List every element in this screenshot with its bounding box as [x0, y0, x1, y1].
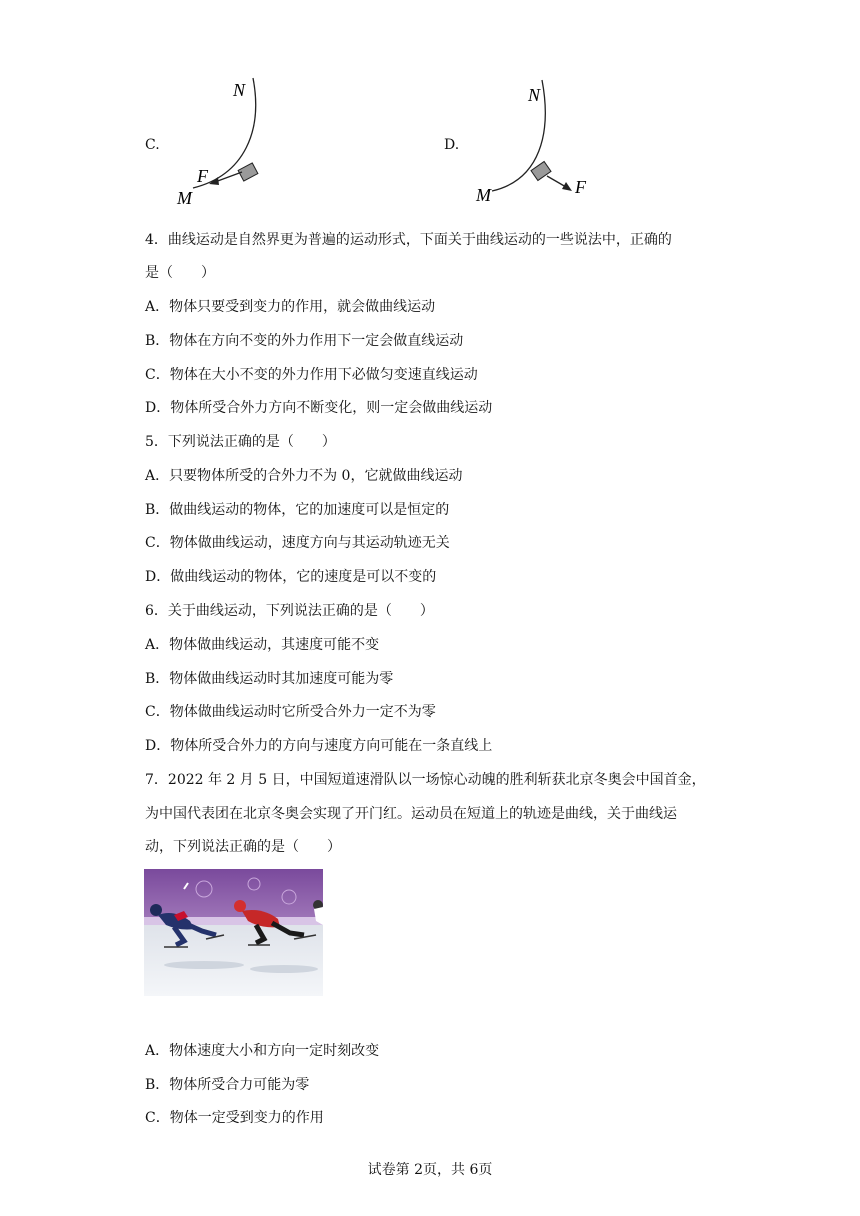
q6-option-d: D．物体所受合外力的方向与速度方向可能在一条直线上 [145, 738, 493, 754]
figure-c-n-label: N [233, 80, 246, 100]
q7-option-c: C．物体一定受到变力的作用 [145, 1110, 324, 1126]
figure-d-force-arrow [547, 176, 566, 187]
q6-stem: 6．关于曲线运动，下列说法正确的是（ ） [145, 603, 434, 619]
q7-option-b: B．物体所受合力可能为零 [145, 1077, 310, 1093]
page-footer: 试卷第 2页，共 6页 [367, 1162, 493, 1178]
figure-c-label: C. [145, 137, 160, 153]
q5-option-d: D．做曲线运动的物体，它的速度是可以不变的 [145, 569, 437, 585]
q4-option-a: A．物体只要受到变力的作用，就会做曲线运动 [145, 299, 436, 315]
figure-c-f-label: F [197, 166, 208, 186]
q5-stem: 5．下列说法正确的是（ ） [145, 434, 336, 450]
q4-option-b: B．物体在方向不变的外力作用下一定会做直线运动 [145, 333, 464, 349]
q6-option-c: C．物体做曲线运动时它所受合外力一定不为零 [145, 704, 436, 720]
q6-option-b: B．物体做曲线运动时其加速度可能为零 [145, 671, 394, 687]
figure-d-diagram [470, 75, 600, 210]
q4-option-c: C．物体在大小不变的外力作用下必做匀变速直线运动 [145, 367, 478, 383]
q5-option-a: A．只要物体所受的合外力不为 0，它就做曲线运动 [145, 468, 463, 484]
q7-stem-line3: 动，下列说法正确的是（ ） [145, 839, 341, 855]
figure-d-f-label: F [575, 177, 586, 197]
figure-d-arrowhead [562, 182, 572, 191]
speed-skating-photo [144, 869, 323, 996]
figure-d-m-label: M [476, 185, 491, 205]
q7-option-a: A．物体速度大小和方向一定时刻改变 [145, 1043, 380, 1059]
q4-stem-line1: 4．曲线运动是自然界更为普遍的运动形式，下面关于曲线运动的一些说法中，正确的 [145, 232, 672, 248]
q5-option-c: C．物体做曲线运动，速度方向与其运动轨迹无关 [145, 535, 450, 551]
figure-d-block [531, 161, 551, 180]
q7-stem-line2: 为中国代表团在北京冬奥会实现了开门红。运动员在短道上的轨迹是曲线，关于曲线运 [145, 806, 677, 822]
q5-option-b: B．做曲线运动的物体，它的加速度可以是恒定的 [145, 502, 450, 518]
q4-option-d: D．物体所受合外力方向不断变化，则一定会做曲线运动 [145, 400, 493, 416]
figure-d-n-label: N [528, 85, 541, 105]
figure-c-m-label: M [177, 188, 192, 208]
figure-c-arrowhead [209, 177, 219, 185]
q6-option-a: A．物体做曲线运动，其速度可能不变 [145, 637, 380, 653]
q7-stem-line1: 7．2022 年 2 月 5 日，中国短道速滑队以一场惊心动魄的胜利斩获北京冬奥会中国首金， [145, 772, 706, 788]
figure-d-label: D. [444, 137, 460, 153]
figure-c-diagram [165, 70, 275, 210]
q4-stem-line2: 是（ ） [145, 265, 215, 281]
